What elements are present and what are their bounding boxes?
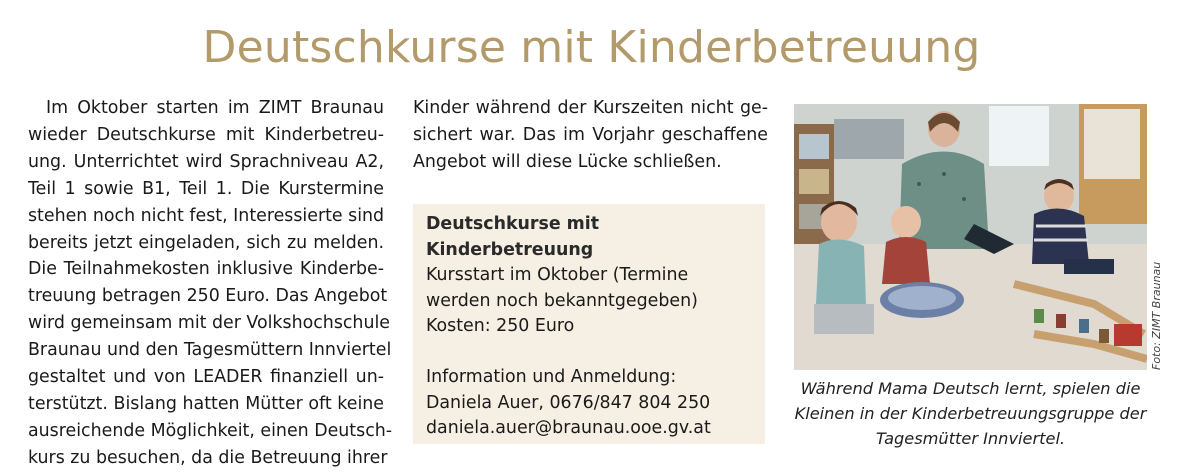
text-line: terstützt. Bislang hatten Mütter oft keine: [28, 393, 384, 414]
caption-line: Während Mama Deutsch lernt, spielen die: [800, 379, 1141, 398]
info-box-contact-heading: Information und Anmeldung:: [426, 367, 677, 387]
text-line: ausreichende Möglichkeit, einen Deutsch-: [28, 420, 393, 441]
text-line: wieder Deutschkurse mit Kinderbetreu-: [28, 124, 384, 145]
text-line: Braunau und den Tagesmüttern Innviertel: [28, 340, 392, 361]
article-column-1: [28, 95, 393, 472]
text-line: ung. Unterrichtet wird Sprachniveau A2,: [28, 151, 384, 172]
text-line: bereits jetzt eingeladen, sich zu melden.: [28, 232, 384, 253]
info-box-title: Deutschkurse mit: [426, 214, 600, 234]
text-line: Die Teilnahmekosten inklusive Kinderbe-: [28, 259, 384, 280]
text-line: gestaltet und von LEADER finanziell un-: [28, 367, 384, 388]
text-line: stehen noch nicht fest, Interessierte sind: [28, 205, 385, 226]
photo-credit: Foto: ZIMT Braunau: [1150, 261, 1163, 370]
info-box-contact-email: daniela.auer@braunau.ooe.gv.at: [426, 418, 711, 438]
caption-line: Tagesmütter Innviertel.: [875, 429, 1066, 448]
info-box: [413, 204, 765, 444]
article-column-2: [413, 95, 768, 176]
info-box-line: Kursstart im Oktober (Termine: [426, 265, 689, 285]
text-line: treuung betragen 250 Euro. Das Angebot: [28, 286, 388, 307]
text-line: Teil 1 sowie B1, Teil 1. Die Kurstermine: [28, 178, 384, 199]
article-photo: [794, 104, 1147, 370]
text-line: Kinder während der Kurszeiten nicht ge-: [413, 98, 768, 118]
info-box-title: Kinderbetreuung: [426, 239, 594, 260]
text-line: Im Oktober starten im ZIMT Braunau: [46, 98, 384, 118]
text-line: Angebot will diese Lücke schließen.: [413, 151, 722, 172]
article-title: Deutschkurse mit Kinderbetreuung: [202, 22, 981, 73]
info-box-cost: Kosten: 250 Euro: [426, 316, 575, 336]
info-box-line: werden noch bekanntgegeben): [426, 290, 698, 311]
text-line: sichert war. Das im Vorjahr geschaffene: [413, 124, 768, 145]
info-box-contact-phone: Daniela Auer, 0676/847 804 250: [426, 392, 711, 413]
text-line: kurs zu besuchen, da die Betreuung ihrer: [28, 447, 388, 468]
text-line: wird gemeinsam mit der Volkshochschule: [28, 313, 391, 334]
caption-line: Kleinen in der Kinderbetreuungsgruppe der: [794, 404, 1147, 423]
photo-caption: [794, 376, 1147, 451]
